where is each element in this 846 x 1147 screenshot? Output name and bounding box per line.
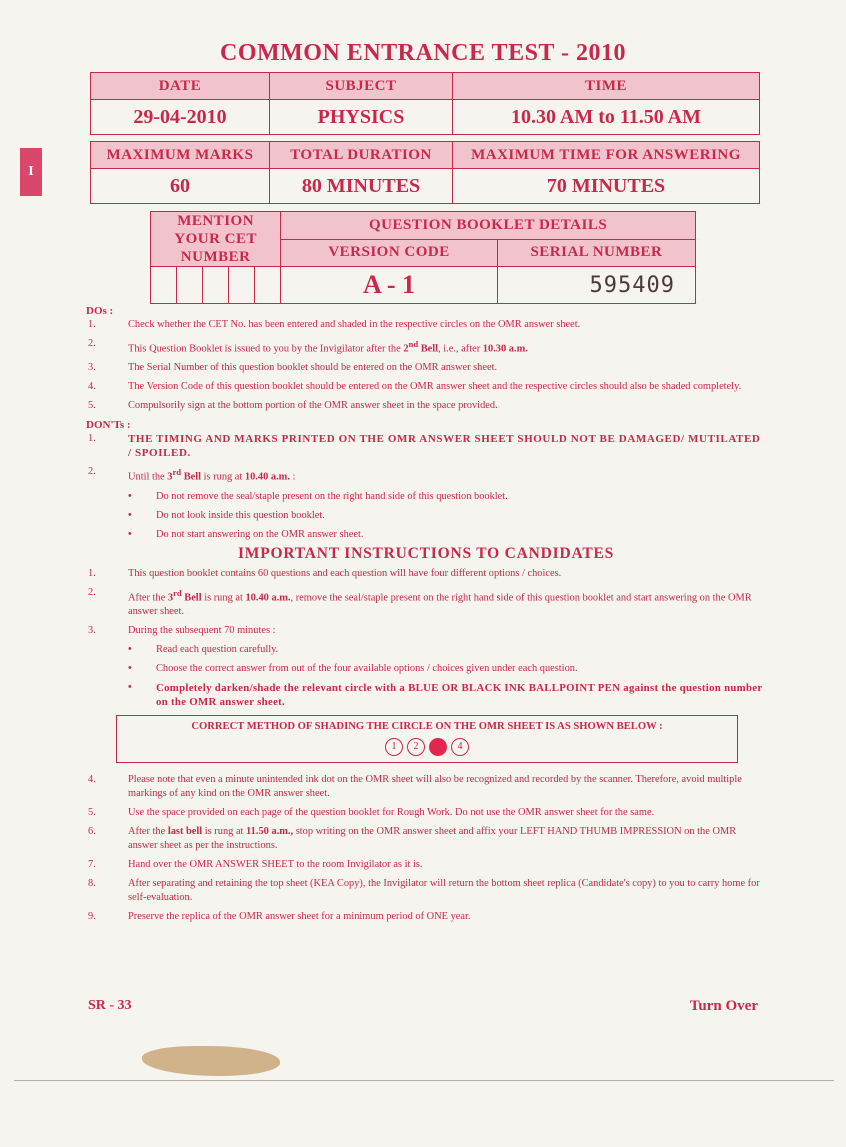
list-item <box>88 465 764 484</box>
side-tab-marker: I <box>20 148 42 196</box>
booklet-details-table <box>150 211 696 304</box>
list-item <box>88 380 764 394</box>
total-duration-value: 80 MINUTES <box>270 169 453 204</box>
date-value: 29-04-2010 <box>91 100 270 135</box>
item-text: The Serial Number of this question booklet should be entered on the OMR answer sheet. <box>128 362 498 374</box>
item-number: 1. <box>88 433 96 445</box>
list-item: 9. Preserve the replica of the OMR answer sheet for a minimum period of ONE year. <box>88 911 471 923</box>
subject-value: PHYSICS <box>270 100 453 135</box>
shading-example-box <box>116 715 738 763</box>
list-item: 5. Use the space provided on each page of the question booklet for Rough Work. Do not use the OMR answer sheet for the same. <box>88 807 655 819</box>
omr-circle-option: 4 <box>451 738 469 756</box>
cet-digit-box[interactable] <box>255 267 281 304</box>
list-item: 8. After separating and retaining the top sheet (KEA Copy), the Invigilator will return the bottom sheet replica (Candidate's copy) to you to carry home for self-evaluation. <box>88 878 760 904</box>
marks-duration-table <box>90 141 760 204</box>
max-time-header: MAXIMUM TIME FOR ANSWERING <box>453 142 760 169</box>
omr-circle-option: 1 <box>385 738 403 756</box>
list-item <box>88 432 764 460</box>
item-number: 2. <box>88 338 96 349</box>
omr-circle-filled <box>429 738 447 756</box>
bullet-item: • Do not start answering on the OMR answer sheet. <box>128 528 364 540</box>
item-text: The Version Code of this question booklet should be entered on the OMR answer sheet and the respective circles should also be shaded completely. <box>128 381 742 393</box>
list-item: 6. After the last bell is rung at 11.50 a.m., stop writing on the OMR answer sheet and affix your LEFT HAND THUMB IMPRESSION on the OMR answer sheet as per the instructions. <box>88 826 737 852</box>
item-text: THE TIMING AND MARKS PRINTED ON THE OMR ANSWER SHEET SHOULD NOT BE DAMAGED/ MUTILATED / SPOILED. <box>128 433 761 460</box>
cet-digit-box[interactable] <box>177 267 203 304</box>
max-time-value: 70 MINUTES <box>453 169 760 204</box>
item-number: 4. <box>88 381 96 393</box>
list-item: 7. Hand over the OMR ANSWER SHEET to the room Invigilator as it is. <box>88 859 423 871</box>
max-marks-value: 60 <box>91 169 270 204</box>
time-value: 10.30 AM to 11.50 AM <box>453 100 760 135</box>
omr-circle-example <box>123 738 731 756</box>
item-text: Until the 3rd Bell is rung at 10.40 a.m. : <box>128 467 296 483</box>
item-number: 2. <box>88 466 96 478</box>
item-number: 5. <box>88 400 96 412</box>
turn-over-label: Turn Over <box>689 998 758 1014</box>
subject-header: SUBJECT <box>270 73 453 100</box>
bullet-item: • Do not look inside this question booklet. <box>128 509 325 521</box>
item-text: Check whether the CET No. has been entered and shaded in the respective circles on the OMR answer sheet. <box>128 319 581 330</box>
cet-digit-box[interactable] <box>229 267 255 304</box>
paper-stain <box>142 1046 280 1076</box>
page-title: COMMON ENTRANCE TEST - 2010 <box>220 40 626 66</box>
bullet-item: • Do not remove the seal/staple present on the right hand side of this question booklet. <box>128 490 508 502</box>
exam-info-table <box>90 72 760 135</box>
cet-digit-box[interactable] <box>151 267 177 304</box>
list-item <box>88 318 764 332</box>
page-code: SR - 33 <box>88 998 132 1013</box>
max-marks-header: MAXIMUM MARKS <box>91 142 270 169</box>
donts-label: DON'Ts : <box>86 419 131 432</box>
list-item <box>88 399 764 413</box>
item-number: 1. <box>88 319 96 330</box>
time-header: TIME <box>453 73 760 100</box>
bullet-item: • Choose the correct answer from out of the four available options / choices given under each question. <box>128 663 578 675</box>
version-code-value: A - 1 <box>281 267 498 304</box>
date-header: DATE <box>91 73 270 100</box>
cet-number-label: MENTION YOUR CET NUMBER <box>151 212 281 267</box>
item-number: 3. <box>88 362 96 374</box>
shading-instruction: CORRECT METHOD OF SHADING THE CIRCLE ON THE OMR SHEET IS AS SHOWN BELOW : <box>191 721 663 733</box>
total-duration-header: TOTAL DURATION <box>270 142 453 169</box>
booklet-details-label: QUESTION BOOKLET DETAILS <box>281 212 696 240</box>
list-item: 1. This question booklet contains 60 questions and each question will have four different options / choices. <box>88 567 562 579</box>
instructions-content <box>88 306 764 929</box>
bullet-item: • Read each question carefully. <box>128 644 279 656</box>
list-item: 4. Please note that even a minute unintended ink dot on the OMR sheet will also be recognized and recorded by the scanner. Therefore, avoid multiple markings of any kind on the OMR answer sheet. <box>88 774 742 800</box>
important-heading: IMPORTANT INSTRUCTIONS TO CANDIDATES <box>237 544 615 562</box>
omr-circle-option: 2 <box>407 738 425 756</box>
page-edge-line <box>14 1080 834 1081</box>
version-code-label: VERSION CODE <box>281 239 498 267</box>
serial-number-value: 595409 <box>497 267 695 304</box>
list-item <box>88 337 764 356</box>
bullet-item: • Completely darken/shade the relevant circle with a BLUE OR BLACK INK BALLPOINT PEN against the question number on the OMR answer sheet. <box>128 682 763 709</box>
list-item <box>88 361 764 375</box>
dos-label: DOs : <box>86 305 114 317</box>
item-text: Compulsorily sign at the bottom portion of the OMR answer sheet in the space provided. <box>128 400 498 412</box>
list-item: 3. During the subsequent 70 minutes : <box>88 625 276 637</box>
item-text: This Question Booklet is issued to you by the Invigilator after the 2nd Bell, i.e., after 10.30 a.m. <box>128 339 528 355</box>
cet-digit-box[interactable] <box>203 267 229 304</box>
list-item: 2. After the 3rd Bell is rung at 10.40 a.m., remove the seal/staple present on the right hand side of this question booklet and start answering on the OMR answer sheet. <box>88 586 752 618</box>
serial-number-label: SERIAL NUMBER <box>497 239 695 267</box>
